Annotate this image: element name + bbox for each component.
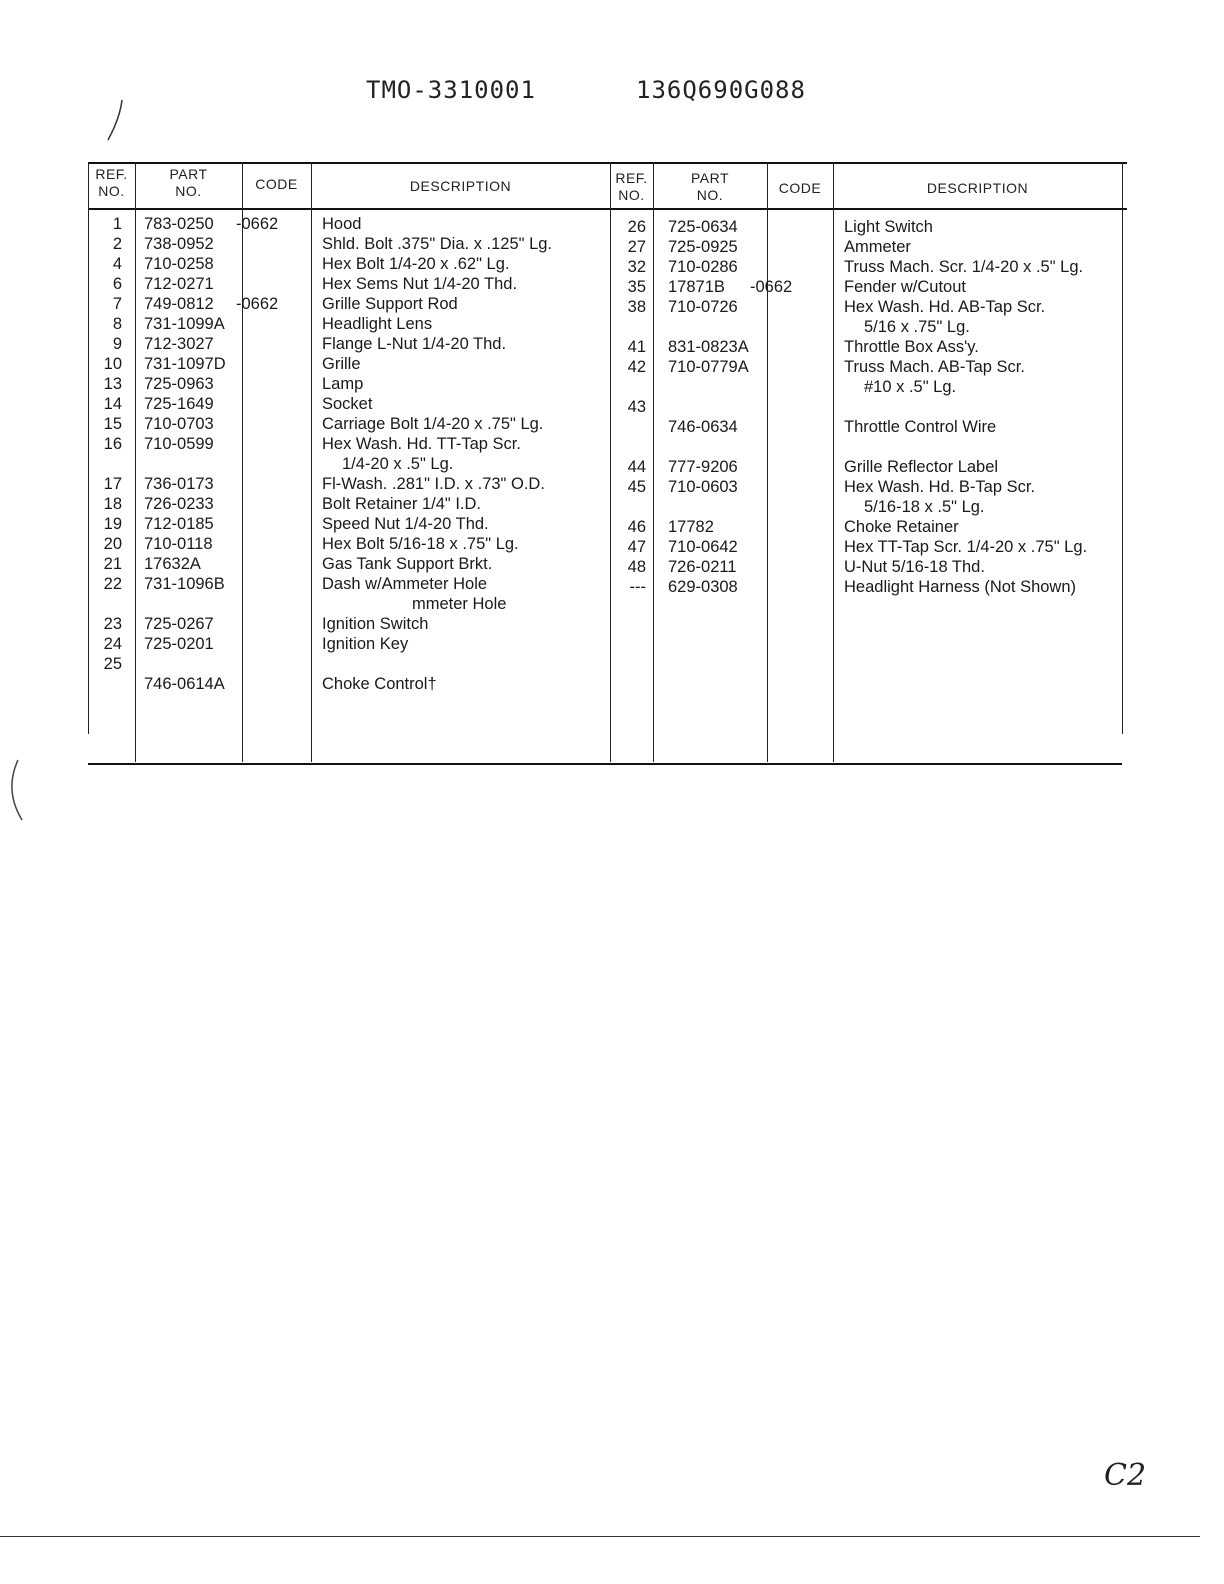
ref-no: 44 [627, 458, 646, 476]
part-no: 731-1099A [144, 315, 225, 333]
part-description: Ammeter [844, 238, 911, 256]
part-no: 736-0173 [144, 475, 214, 493]
ref-no: 45 [627, 478, 646, 496]
part-description: Choke Control† [322, 675, 437, 693]
ref-no: 41 [627, 338, 646, 356]
part-description: U-Nut 5/16-18 Thd. [844, 558, 985, 576]
ref-no: 19 [103, 515, 122, 533]
part-description: Speed Nut 1/4-20 Thd. [322, 515, 489, 533]
part-no: 710-0703 [144, 415, 214, 433]
part-no: 710-0603 [668, 478, 738, 496]
header-description: DESCRIPTION [409, 178, 512, 194]
part-no: 710-0118 [144, 535, 213, 553]
part-description: Ignition Key [322, 635, 409, 653]
part-description: Truss Mach. Scr. 1/4-20 x .5" Lg. [844, 258, 1084, 276]
header-ref-no: REF. NO. [615, 170, 648, 203]
page-mark: C2 [1104, 1458, 1147, 1493]
part-description: Ignition Switch [322, 615, 429, 633]
ref-no: 4 [112, 255, 122, 273]
part-no: 710-0726 [668, 298, 738, 316]
part-description: Throttle Box Ass'y. [844, 338, 979, 356]
part-description: Grille Reflector Label [844, 458, 999, 476]
part-no: 749-0812 [144, 295, 214, 313]
ref-no: 38 [627, 298, 646, 316]
margin-bracket-icon [0, 756, 30, 826]
part-no: 629-0308 [668, 578, 738, 596]
header-description: DESCRIPTION [926, 180, 1029, 196]
column-divider [1122, 162, 1123, 734]
ref-no: 10 [103, 355, 122, 373]
ref-no: 32 [627, 258, 646, 276]
part-no: 712-0185 [144, 515, 214, 533]
part-no: 783-0250 [144, 215, 214, 233]
part-no: 17782 [668, 518, 714, 536]
part-description: Lamp [322, 375, 364, 393]
part-no: 710-0286 [668, 258, 738, 276]
ref-no: 20 [103, 535, 122, 553]
part-description: Choke Retainer [844, 518, 959, 536]
part-description: Hex Sems Nut 1/4-20 Thd. [322, 275, 518, 293]
part-code: -0662 [236, 295, 279, 313]
part-description-cont: 5/16-18 x .5" Lg. [864, 498, 985, 516]
header-part-no: PART NO. [690, 170, 730, 203]
part-no: 712-0271 [144, 275, 214, 293]
ref-no: 17 [103, 475, 122, 493]
ref-no: 46 [627, 518, 646, 536]
part-description: Bolt Retainer 1/4" I.D. [322, 495, 482, 513]
ref-no: 9 [112, 335, 122, 353]
serial-number: 136Q690G088 [636, 76, 806, 104]
part-description-cont: 1/4-20 x .5" Lg. [342, 455, 454, 473]
ref-no: 7 [112, 295, 122, 313]
part-description-cont: mmeter Hole [412, 595, 507, 613]
part-no: 746-0614A [144, 675, 225, 693]
column-divider [311, 162, 312, 762]
part-description: Hex Bolt 1/4-20 x .62" Lg. [322, 255, 510, 273]
part-no: 710-0642 [668, 538, 738, 556]
column-divider [135, 162, 136, 762]
part-description: Headlight Lens [322, 315, 433, 333]
header-rule [88, 208, 1127, 210]
ref-no: 26 [627, 218, 646, 236]
part-description: Shld. Bolt .375" Dia. x .125" Lg. [322, 235, 553, 253]
ref-no: 27 [627, 238, 646, 256]
part-no: 777-9206 [668, 458, 738, 476]
ref-no: 25 [103, 655, 122, 673]
ref-no: 22 [103, 575, 122, 593]
part-no: 831-0823A [668, 338, 749, 356]
part-description: Light Switch [844, 218, 933, 236]
part-no: 725-0963 [144, 375, 214, 393]
part-description-cont: #10 x .5" Lg. [864, 378, 957, 396]
part-description: Hex Bolt 5/16-18 x .75" Lg. [322, 535, 519, 553]
header-ref-no: REF. NO. [95, 166, 128, 199]
part-no: 725-0925 [668, 238, 738, 256]
part-no: 731-1097D [144, 355, 226, 373]
table-top-rule [88, 162, 1127, 164]
part-description: Grille [322, 355, 361, 373]
part-description: Carriage Bolt 1/4-20 x .75" Lg. [322, 415, 544, 433]
part-description: Hood [322, 215, 362, 233]
ref-no: 23 [103, 615, 122, 633]
part-no: 725-1649 [144, 395, 214, 413]
part-description: Hex Wash. Hd. TT-Tap Scr. [322, 435, 521, 453]
header-code: CODE [255, 176, 298, 192]
ref-no: 43 [627, 398, 646, 416]
column-divider [767, 162, 768, 762]
part-no: 725-0267 [144, 615, 214, 633]
column-divider [242, 162, 243, 762]
part-code: -0662 [750, 278, 793, 296]
header-part-no: PART NO. [169, 166, 208, 199]
ref-no: 48 [627, 558, 646, 576]
ref-no: 15 [103, 415, 122, 433]
ref-no: 21 [103, 555, 122, 573]
part-no: 17632A [144, 555, 201, 573]
part-description: Socket [322, 395, 373, 413]
part-description: Truss Mach. AB-Tap Scr. [844, 358, 1025, 376]
ref-no: 18 [103, 495, 122, 513]
part-no: 17871B [668, 278, 725, 296]
column-divider [653, 162, 654, 762]
ref-no: 8 [112, 315, 122, 333]
ref-no: 24 [103, 635, 122, 653]
model-number: TMO-3310001 [366, 76, 536, 104]
part-description: Hex TT-Tap Scr. 1/4-20 x .75" Lg. [844, 538, 1088, 556]
ref-no: 2 [112, 235, 122, 253]
ref-no: 47 [627, 538, 646, 556]
part-description: Fender w/Cutout [844, 278, 966, 296]
part-code: -0662 [236, 215, 279, 233]
part-description-cont: 5/16 x .75" Lg. [864, 318, 970, 336]
table-bottom-rule [88, 763, 1122, 765]
part-description: Fl-Wash. .281" I.D. x .73" O.D. [322, 475, 545, 493]
part-description: Throttle Control Wire [844, 418, 997, 436]
part-no: 710-0258 [144, 255, 214, 273]
part-no: 731-1096B [144, 575, 225, 593]
part-description: Grille Support Rod [322, 295, 458, 313]
part-description: Headlight Harness (Not Shown) [844, 578, 1077, 596]
part-description: Flange L-Nut 1/4-20 Thd. [322, 335, 507, 353]
part-description: Dash w/Ammeter Hole [322, 575, 488, 593]
ref-no: --- [629, 578, 646, 596]
part-no: 725-0634 [668, 218, 738, 236]
part-no: 710-0599 [144, 435, 214, 453]
part-no: 726-0233 [144, 495, 214, 513]
part-description: Hex Wash. Hd. B-Tap Scr. [844, 478, 1036, 496]
ref-no: 14 [103, 395, 122, 413]
ref-no: 6 [112, 275, 122, 293]
part-no: 746-0634 [668, 418, 738, 436]
ref-no: 16 [103, 435, 122, 453]
page-bottom-rule [0, 1536, 1200, 1537]
part-no: 738-0952 [144, 235, 214, 253]
header-code: CODE [778, 180, 822, 196]
ref-no: 1 [112, 215, 122, 233]
parts-table [82, 162, 1127, 767]
column-divider [833, 162, 834, 762]
part-description: Gas Tank Support Brkt. [322, 555, 493, 573]
part-no: 712-3027 [144, 335, 214, 353]
part-description: Hex Wash. Hd. AB-Tap Scr. [844, 298, 1046, 316]
part-no: 726-0211 [668, 558, 737, 576]
ref-no: 35 [627, 278, 646, 296]
part-no: 710-0779A [668, 358, 749, 376]
pen-mark-icon [100, 96, 140, 146]
part-no: 725-0201 [144, 635, 214, 653]
ref-no: 42 [627, 358, 646, 376]
ref-no: 13 [103, 375, 122, 393]
